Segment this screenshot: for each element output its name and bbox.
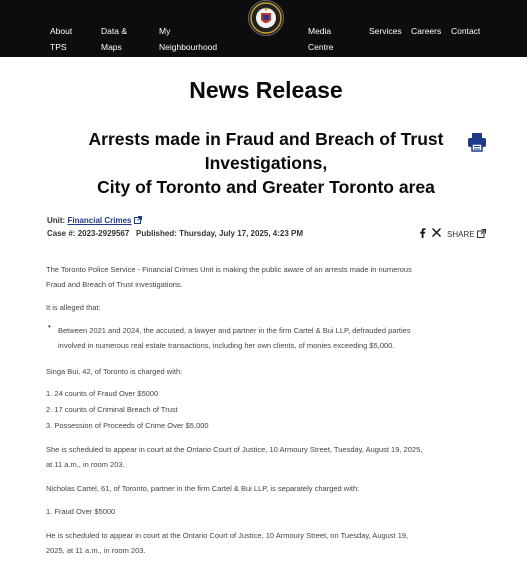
release-title-line-1: Arrests made in Fraud and Breach of Trust: [88, 129, 444, 149]
nav-services[interactable]: Services: [369, 26, 402, 36]
list-item-line: Between 2021 and 2024, the accused, a lawyer and partner in the firm Cartel & Bui LLP, defrauded parties: [58, 326, 411, 335]
toronto-police-crest-logo[interactable]: [248, 0, 284, 36]
x-twitter-icon[interactable]: [432, 228, 441, 239]
paragraph-intro: [46, 262, 496, 292]
paragraph-alleged: It is alleged that:: [46, 303, 101, 312]
nav-about-tps[interactable]: About TPS: [50, 26, 73, 52]
nav-careers[interactable]: Careers: [411, 26, 442, 36]
unit-link[interactable]: Financial Crimes: [67, 216, 132, 225]
nav-data-maps[interactable]: Data & Maps: [101, 26, 127, 52]
paragraph-bui-court: [46, 442, 496, 472]
nav-media-centre[interactable]: Media Centre: [308, 26, 334, 52]
bullet-dot-icon: •: [48, 322, 51, 331]
case-label: Case #:: [47, 229, 76, 238]
paragraph-line: Fraud and Breach of Trust investigations.: [46, 280, 183, 289]
paragraph-cartel-charges: Nicholas Cartel, 61, of Toronto, partner in the firm Cartel & Bui LLP, is separately charged with:: [46, 484, 360, 493]
facebook-icon[interactable]: [419, 228, 426, 240]
print-icon[interactable]: [466, 131, 488, 153]
paragraph-line: 2025, at 11 a.m., in room 203.: [46, 546, 146, 555]
charge-item-3: 3. Possession of Proceeds of Crime Over $5,000: [46, 421, 209, 430]
published-label: Published:: [135, 229, 177, 238]
paragraph-cartel-court: [46, 528, 496, 558]
unit-label: Unit:: [47, 216, 66, 225]
paragraph-line: She is scheduled to appear in court at the Ontario Court of Justice, 10 Armoury Street, Tuesday, August 19, 2025,: [46, 445, 423, 454]
page-heading: News Release: [189, 77, 343, 103]
paragraph-line: The Toronto Police Service - Financial Crimes Unit is making the public aware of an arrests made in numerous: [46, 265, 412, 274]
release-title-line-2: Investigations,: [204, 153, 328, 173]
external-link-icon: [134, 216, 142, 226]
paragraph-line: He is scheduled to appear in court at the Ontario Court of Justice, 10 Armoury Street, on Tuesday, August 19,: [46, 531, 409, 540]
nav-contact[interactable]: Contact: [451, 26, 481, 36]
release-title: [40, 127, 492, 199]
case-number: 2023-2929567: [77, 229, 130, 238]
charge-item-2: 2. 17 counts of Criminal Breach of Trust: [46, 405, 178, 414]
list-item-line: involved in numerous real estate transactions, including her own clients, of monies exceeding $5,000.: [58, 341, 395, 350]
crest-icon: [249, 1, 283, 35]
nav-my-neighbourhood[interactable]: My Neighbourhood: [159, 26, 218, 52]
unit-row: [47, 216, 142, 226]
release-title-line-3: City of Toronto and Greater Toronto area: [97, 177, 435, 197]
case-row: [47, 229, 303, 238]
list-item-allegation: [58, 323, 488, 353]
paragraph-bui-charges: Singa Bui, 42, of Toronto is charged with:: [46, 367, 183, 376]
paragraph-line: at 11 a.m., in room 203.: [46, 460, 125, 469]
share-button[interactable]: [447, 229, 486, 240]
charge-item-1: 1. 24 counts of Fraud Over $5000: [46, 389, 159, 398]
share-icon: [477, 229, 486, 240]
charge-item-cartel-1: 1. Fraud Over $5000: [46, 507, 116, 516]
share-label: SHARE: [447, 230, 475, 239]
published-date: Thursday, July 17, 2025, 4:23 PM: [179, 229, 304, 238]
